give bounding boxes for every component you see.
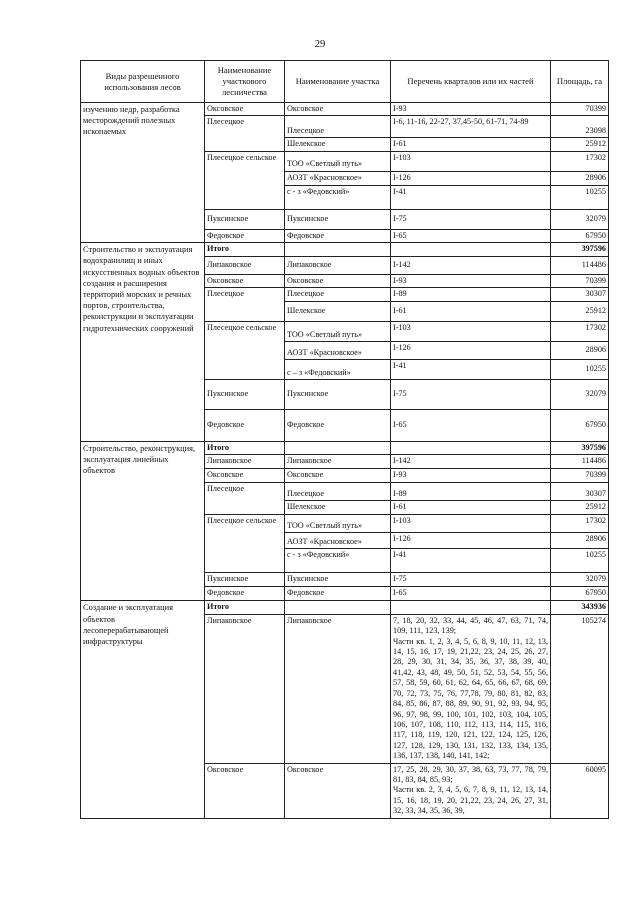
header-row bbox=[81, 61, 609, 103]
forestry-cell: Плесецкое bbox=[205, 483, 285, 515]
forestry-cell: Федовское bbox=[205, 410, 285, 442]
quarters-cell: I-65 bbox=[391, 587, 551, 601]
total-row bbox=[81, 442, 609, 455]
area-cell: 105274 bbox=[551, 614, 609, 763]
area-cell: 10255 bbox=[551, 185, 609, 209]
area-cell: 17302 bbox=[551, 151, 609, 171]
plot-cell: с - з «Федовский» bbox=[285, 185, 391, 209]
area-cell: 28906 bbox=[551, 171, 609, 185]
plot-cell: Пуксинское bbox=[285, 209, 391, 229]
plot-cell: Шелекское bbox=[285, 501, 391, 515]
area-cell: 70399 bbox=[551, 103, 609, 116]
partial-quarters-text: Части кв. 1, 2, 3, 4, 5, 6, 8, 9, 10, 11, 12, 13, 14, 15, 16, 17, 19, 21,22, 23, 24, 25, 26, 27, 28, 29, 30, 31, 34, 35, 36, 37, 38, 39, 40, 41,42, 43, 48, 49, 50, 51, 52, 53, 54, 55, 56, 57, 58, 59, 60, 61, 62, 64, 65, 66, 67, 68, 69, 70, 72, 73, 75, 76, 77,78, 79, 80, 81, 82, 83, 84, 85, 86, 87, 88, 89, 90, 91, 92, 93, 94, 95, 96, 97, 98, 99, 100, 101, 102, 103, 104, 105, 106, 107, 108, 110, 112, 113, 114, 115, 116, 117, 118, 119, 120, 121, 122, 124, 125, 126, 127, 128, 129, 130, 131, 132, 133, 134, 135, 136, 137, 138, 140, 141, 142; bbox=[393, 636, 548, 761]
quarters-cell: I-65 bbox=[391, 229, 551, 242]
full-quarters-text: 17, 25, 28, 29, 30, 37, 38, 63, 73, 77, 78, 79, 81, 83, 84, 85, 93; bbox=[393, 764, 548, 784]
plot-cell: Оксовское bbox=[285, 274, 391, 287]
total-value: 397596 bbox=[551, 442, 609, 455]
quarters-cell: I-103 bbox=[391, 322, 551, 342]
area-cell: 28906 bbox=[551, 342, 609, 360]
forestry-cell: Оксовское bbox=[205, 763, 285, 818]
plot-cell: Плесецкое bbox=[285, 483, 391, 501]
total-label: Итого bbox=[205, 601, 285, 614]
area-cell: 17302 bbox=[551, 322, 609, 342]
forestry-cell: Плесецкое сельское bbox=[205, 322, 285, 380]
plot-cell: Федовское bbox=[285, 229, 391, 242]
forestry-cell: Оксовское bbox=[205, 274, 285, 287]
plot-cell: Пуксинское bbox=[285, 573, 391, 587]
plot-cell: с - з «Федовский» bbox=[285, 549, 391, 573]
quarters-cell: I-93 bbox=[391, 103, 551, 116]
quarters-cell: I-103 bbox=[391, 515, 551, 533]
area-cell: 60095 bbox=[551, 763, 609, 818]
area-cell: 30307 bbox=[551, 483, 609, 501]
quarters-cell: I-75 bbox=[391, 209, 551, 229]
quarters-cell: I-61 bbox=[391, 302, 551, 322]
header-kind: Виды разрешенного использования лесов bbox=[81, 61, 205, 103]
quarters-cell: I-103 bbox=[391, 151, 551, 171]
plot-cell: Оксовское bbox=[285, 469, 391, 483]
use-kind-cell: изучению недр, разработка месторождений полезных ископаемых bbox=[81, 103, 205, 243]
plot-cell: АОЗТ «Красновское» bbox=[285, 342, 391, 360]
quarters-cell: I-142 bbox=[391, 256, 551, 274]
area-cell: 114486 bbox=[551, 256, 609, 274]
header-district-forestry: Наименование участкового лесничества bbox=[205, 61, 285, 103]
quarters-cell: I-126 bbox=[391, 171, 551, 185]
forestry-cell: Пуксинское bbox=[205, 380, 285, 410]
plot-cell: Плесецкое bbox=[285, 288, 391, 302]
area-cell: 114486 bbox=[551, 455, 609, 469]
area-cell: 25912 bbox=[551, 302, 609, 322]
quarters-cell: I-41 bbox=[391, 360, 551, 380]
plot-cell: Липаковское bbox=[285, 614, 391, 763]
area-cell: 28906 bbox=[551, 533, 609, 549]
quarters-cell: I-89 bbox=[391, 483, 551, 501]
area-cell: 67950 bbox=[551, 587, 609, 601]
forestry-cell: Липаковское bbox=[205, 614, 285, 763]
forestry-cell: Федовское bbox=[205, 587, 285, 601]
full-quarters-text: 7, 18, 20, 32, 33, 44, 45, 46, 47, 63, 71, 74, 109, 111, 123, 139; bbox=[393, 615, 548, 636]
plot-cell: с – з «Федовский» bbox=[285, 360, 391, 380]
area-cell: 30307 bbox=[551, 288, 609, 302]
forestry-cell: Плесецкое bbox=[205, 116, 285, 151]
area-cell: 67950 bbox=[551, 410, 609, 442]
header-plot: Наименование участка bbox=[285, 61, 391, 103]
area-cell: 10255 bbox=[551, 549, 609, 573]
quarters-cell: I-93 bbox=[391, 274, 551, 287]
total-value: 343936 bbox=[551, 601, 609, 614]
forestry-cell: Пуксинское bbox=[205, 573, 285, 587]
total-label: Итого bbox=[205, 442, 285, 455]
area-cell: 67950 bbox=[551, 229, 609, 242]
page-number: 29 bbox=[314, 39, 326, 50]
area-cell: 25912 bbox=[551, 501, 609, 515]
plot-cell: Федовское bbox=[285, 410, 391, 442]
plot-cell: Пуксинское bbox=[285, 380, 391, 410]
quarters-cell: I-65 bbox=[391, 410, 551, 442]
quarters-cell bbox=[391, 614, 551, 763]
plot-cell: Шелекское bbox=[285, 302, 391, 322]
total-value: 397596 bbox=[551, 243, 609, 256]
forestry-cell: Плесецкое сельское bbox=[205, 515, 285, 573]
area-cell: 32079 bbox=[551, 573, 609, 587]
quarters-cell: I-126 bbox=[391, 533, 551, 549]
forestry-cell: Оксовское bbox=[205, 469, 285, 483]
plot-cell: Липаковское bbox=[285, 455, 391, 469]
quarters-cell bbox=[391, 763, 551, 818]
plot-cell: ТОО «Светлый путь» bbox=[285, 515, 391, 533]
header-quarters: Перечень кварталов или их частей bbox=[391, 61, 551, 103]
area-cell: 23098 bbox=[551, 116, 609, 138]
quarters-cell: I-75 bbox=[391, 380, 551, 410]
forestry-cell: Липаковское bbox=[205, 256, 285, 274]
table-row bbox=[81, 103, 609, 116]
plot-cell: АОЗТ «Красновское» bbox=[285, 533, 391, 549]
quarters-cell: I-142 bbox=[391, 455, 551, 469]
plot-cell: ТОО «Светлый путь» bbox=[285, 151, 391, 171]
plot-cell: Шелекское bbox=[285, 138, 391, 151]
partial-quarters-text: Части кв. 2, 3, 4, 5, 6, 7, 8, 9, 11, 12, 13, 14, 15, 16, 18, 19, 20, 21,22, 23, 24, 26, 27, 31, 32, 33, 34, 35, 36, 39, bbox=[393, 785, 548, 816]
plot-cell: Плесецкое bbox=[285, 116, 391, 138]
quarters-cell: I-6, 11-16, 22-27, 37,45-50, 61-71, 74-89 bbox=[391, 116, 551, 138]
quarters-cell: I-61 bbox=[391, 501, 551, 515]
area-cell: 10255 bbox=[551, 360, 609, 380]
forestry-cell: Оксовское bbox=[205, 103, 285, 116]
forestry-cell: Федовское bbox=[205, 229, 285, 242]
quarters-cell: I-89 bbox=[391, 288, 551, 302]
forestry-cell: Липаковское bbox=[205, 455, 285, 469]
forestry-cell: Плесецкое bbox=[205, 288, 285, 322]
quarters-cell: I-61 bbox=[391, 138, 551, 151]
forestry-cell: Плесецкое сельское bbox=[205, 151, 285, 209]
plot-cell: Липаковское bbox=[285, 256, 391, 274]
use-kind-cell: Создание и эксплуатация объектов лесоперерабатывающей инфраструктуры bbox=[81, 601, 205, 818]
plot-cell: Федовское bbox=[285, 587, 391, 601]
area-cell: 70399 bbox=[551, 274, 609, 287]
area-cell: 70399 bbox=[551, 469, 609, 483]
quarters-cell: I-75 bbox=[391, 573, 551, 587]
header-area: Площадь, га bbox=[551, 61, 609, 103]
plot-cell: Оксовское bbox=[285, 103, 391, 116]
area-cell: 25912 bbox=[551, 138, 609, 151]
use-kind-cell: Строительство, реконструкция, эксплуатация линейных объектов bbox=[81, 442, 205, 601]
total-label: Итого bbox=[205, 243, 285, 256]
forestry-cell: Пуксинское bbox=[205, 209, 285, 229]
quarters-cell: I-41 bbox=[391, 549, 551, 573]
plot-cell: ТОО «Светлый путь» bbox=[285, 322, 391, 342]
quarters-cell: I-126 bbox=[391, 342, 551, 360]
plot-cell: АОЗТ «Красновское» bbox=[285, 171, 391, 185]
area-cell: 32079 bbox=[551, 380, 609, 410]
total-row bbox=[81, 601, 609, 614]
quarters-cell: I-93 bbox=[391, 469, 551, 483]
use-kind-cell: Строительство и эксплуатация водохранилищ и иных искусственных водных объектов создания и расширения территорий морских и речных портов, строительства, реконструкции и эксплуатации гидротехнических сооружений bbox=[81, 243, 205, 442]
area-cell: 17302 bbox=[551, 515, 609, 533]
area-cell: 32079 bbox=[551, 209, 609, 229]
plot-cell: Оксовское bbox=[285, 763, 391, 818]
quarters-cell: I-41 bbox=[391, 185, 551, 209]
total-row bbox=[81, 243, 609, 256]
forest-use-table bbox=[80, 60, 609, 819]
